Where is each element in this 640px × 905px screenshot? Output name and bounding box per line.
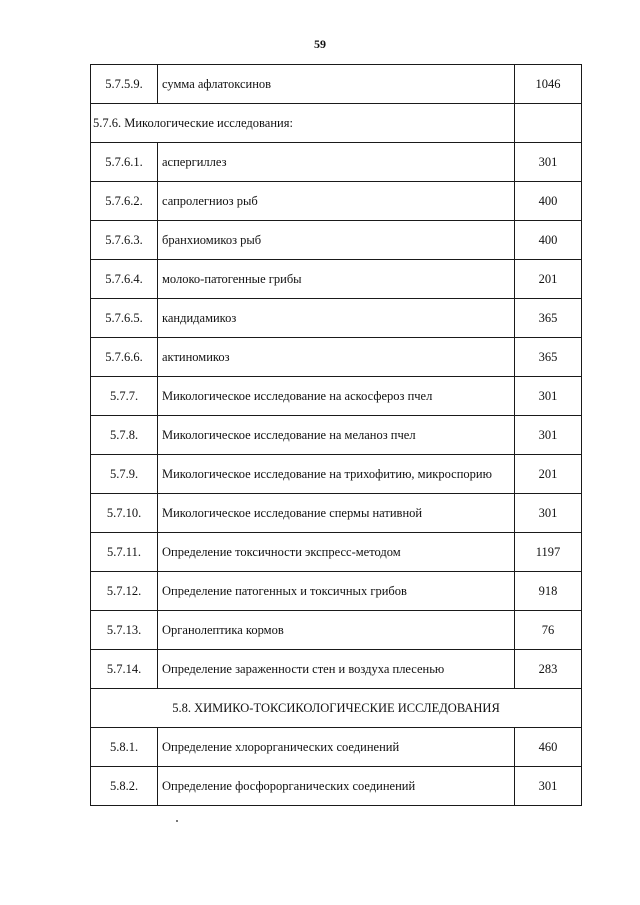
table-row xyxy=(91,143,582,182)
table-row xyxy=(91,65,582,104)
item-code: 5.7.9. xyxy=(91,455,158,494)
item-price: 400 xyxy=(515,221,582,260)
item-code: 5.7.6.1. xyxy=(91,143,158,182)
table-row xyxy=(91,767,582,806)
table-row xyxy=(91,416,582,455)
section-heading-row xyxy=(91,689,582,728)
item-code: 5.7.6.3. xyxy=(91,221,158,260)
item-price: 301 xyxy=(515,416,582,455)
item-name: Микологическое исследование на аскосфероз пчел xyxy=(158,377,515,416)
item-price: 1046 xyxy=(515,65,582,104)
item-code: 5.7.11. xyxy=(91,533,158,572)
table-row xyxy=(91,494,582,533)
item-name: бранхиомикоз рыб xyxy=(158,221,515,260)
scan-speck xyxy=(176,820,178,822)
item-name: сапролегниоз рыб xyxy=(158,182,515,221)
table-row xyxy=(91,182,582,221)
table-row xyxy=(91,221,582,260)
section-title: 5.7.6. Микологические исследования: xyxy=(91,104,515,143)
item-name: аспергиллез xyxy=(158,143,515,182)
section-heading: 5.8. ХИМИКО-ТОКСИКОЛОГИЧЕСКИЕ ИССЛЕДОВАНИЯ xyxy=(91,689,582,728)
table-row xyxy=(91,377,582,416)
table-row xyxy=(91,299,582,338)
price-table xyxy=(90,64,582,806)
item-name: Определение патогенных и токсичных грибов xyxy=(158,572,515,611)
item-price: 201 xyxy=(515,260,582,299)
item-code: 5.8.1. xyxy=(91,728,158,767)
section-row xyxy=(91,104,582,143)
table-row xyxy=(91,338,582,377)
item-code: 5.8.2. xyxy=(91,767,158,806)
item-price: 365 xyxy=(515,299,582,338)
item-name: Органолептика кормов xyxy=(158,611,515,650)
item-name: сумма афлатоксинов xyxy=(158,65,515,104)
item-name: актиномикоз xyxy=(158,338,515,377)
item-code: 5.7.6.6. xyxy=(91,338,158,377)
page-number: 59 xyxy=(314,37,326,51)
item-name: Определение хлорорганических соединений xyxy=(158,728,515,767)
table-row xyxy=(91,572,582,611)
item-price: 283 xyxy=(515,650,582,689)
table-row xyxy=(91,611,582,650)
item-price: 400 xyxy=(515,182,582,221)
table-row xyxy=(91,260,582,299)
item-price: 460 xyxy=(515,728,582,767)
item-code: 5.7.5.9. xyxy=(91,65,158,104)
item-name: Определение фосфорорганических соединений xyxy=(158,767,515,806)
item-code: 5.7.10. xyxy=(91,494,158,533)
item-name: Микологическое исследование на меланоз пчел xyxy=(158,416,515,455)
item-code: 5.7.8. xyxy=(91,416,158,455)
item-code: 5.7.12. xyxy=(91,572,158,611)
item-code: 5.7.7. xyxy=(91,377,158,416)
item-name: Определение зараженности стен и воздуха плесенью xyxy=(158,650,515,689)
item-name: Определение токсичности экспресс-методом xyxy=(158,533,515,572)
item-price: 301 xyxy=(515,143,582,182)
table-row xyxy=(91,533,582,572)
item-code: 5.7.6.2. xyxy=(91,182,158,221)
item-price: 918 xyxy=(515,572,582,611)
table-row xyxy=(91,650,582,689)
item-code: 5.7.6.5. xyxy=(91,299,158,338)
table-row xyxy=(91,728,582,767)
item-price: 1197 xyxy=(515,533,582,572)
item-code: 5.7.13. xyxy=(91,611,158,650)
item-name: Микологическое исследование на трихофитию, микроспорию xyxy=(158,455,515,494)
item-price: 76 xyxy=(515,611,582,650)
item-name: кандидамикоз xyxy=(158,299,515,338)
item-name: Микологическое исследование спермы нативной xyxy=(158,494,515,533)
item-price: 301 xyxy=(515,377,582,416)
item-price: 201 xyxy=(515,455,582,494)
item-name: молоко-патогенные грибы xyxy=(158,260,515,299)
item-price: 301 xyxy=(515,494,582,533)
item-code: 5.7.14. xyxy=(91,650,158,689)
item-price: 301 xyxy=(515,767,582,806)
item-price: 365 xyxy=(515,338,582,377)
empty-price-cell xyxy=(515,104,582,143)
item-code: 5.7.6.4. xyxy=(91,260,158,299)
table-row xyxy=(91,455,582,494)
